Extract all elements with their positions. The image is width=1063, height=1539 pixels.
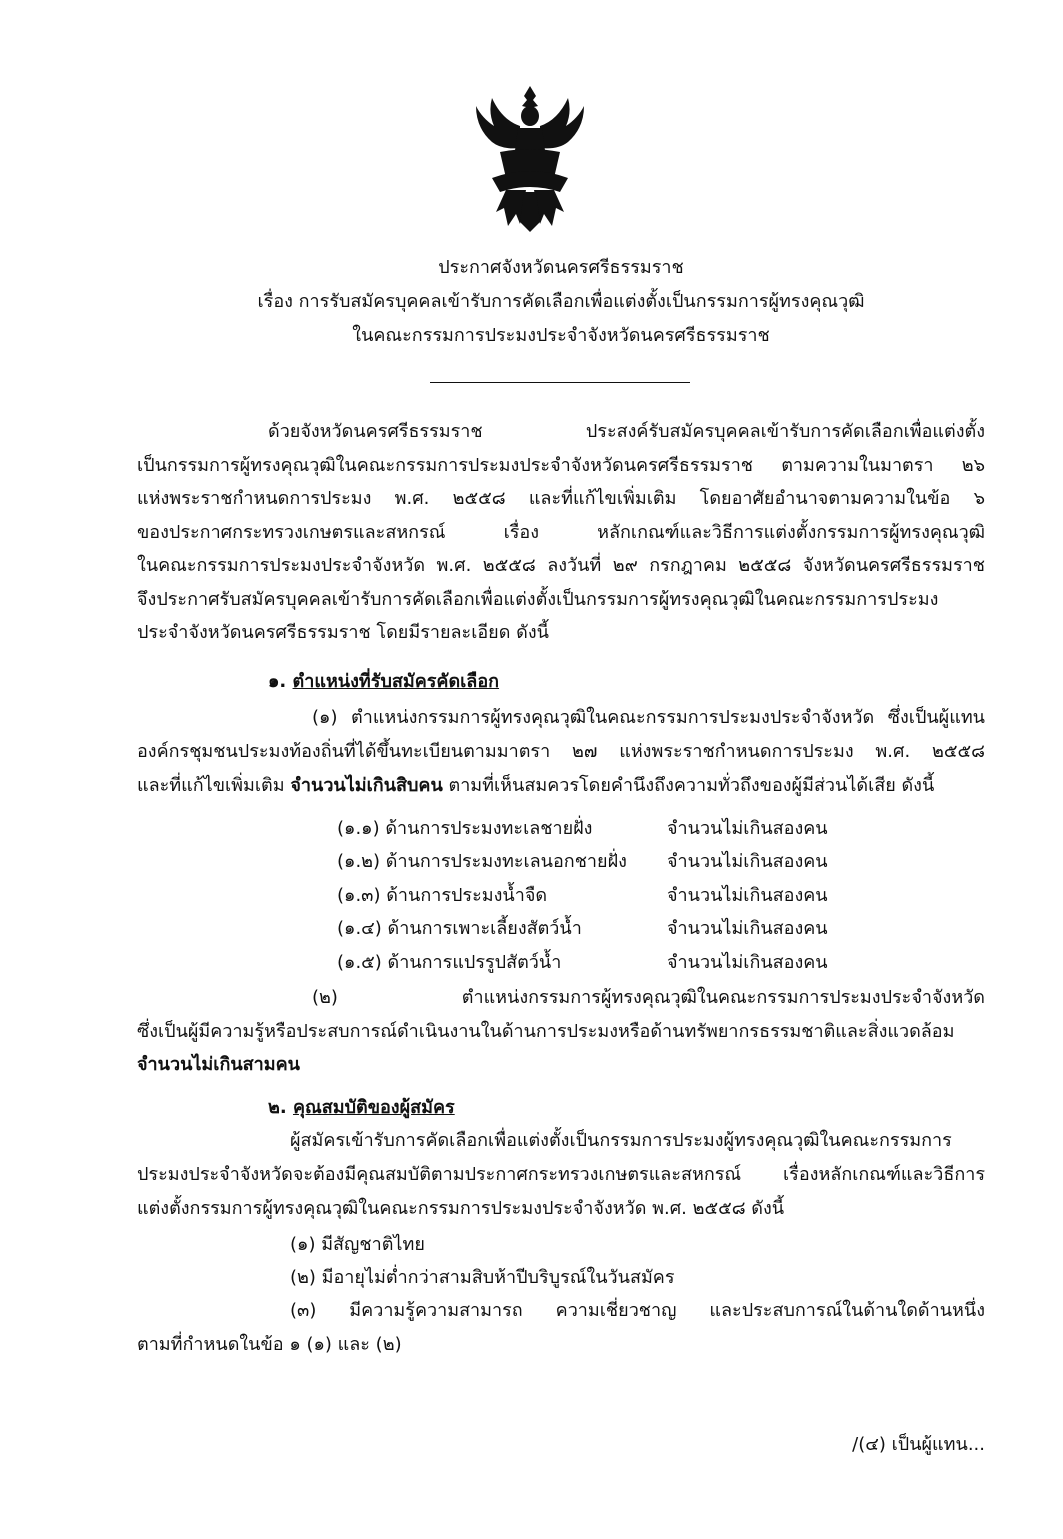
list-item	[337, 949, 937, 977]
list-item	[337, 882, 937, 910]
text: ตามที่เห็นสมควรโดยคำนึงถึงความทั่วถึงของผู้มีส่วนได้เสีย ดังนี้	[448, 775, 935, 796]
intro-line: แห่งพระราชกำหนดการประมง พ.ศ. ๒๕๕๘ และที่แก้ไขเพิ่มเติม โดยอาศัยอำนาจตามความในข้อ ๖	[137, 488, 985, 509]
bold-text: จำนวนไม่เกินสิบคน	[290, 775, 443, 796]
section-2-heading	[268, 1094, 1063, 1122]
section-title: คุณสมบัติของผู้สมัคร	[292, 1097, 455, 1118]
paragraph-line	[137, 772, 985, 800]
item-count: จำนวนไม่เกินสองคน	[667, 952, 828, 973]
item-count: จำนวนไม่เกินสองคน	[667, 918, 828, 939]
paragraph-line: ประมงประจำจังหวัดจะต้องมีคุณสมบัติตามประกาศกระทรวงเกษตรและสหกรณ์ เรื่องหลักเกณฑ์และวิธีการ	[137, 1164, 985, 1185]
qualification-item: ตามที่กำหนดในข้อ ๑ (๑) และ (๒)	[137, 1334, 402, 1355]
qualification-item: (๑) มีสัญชาติไทย	[290, 1234, 425, 1255]
title-divider	[430, 382, 690, 383]
section-title: ตำแหน่งที่รับสมัครคัดเลือก	[292, 671, 500, 692]
intro-line: ด้วยจังหวัดนครศรีธรรมราช ประสงค์รับสมัครบุคคลเข้ารับการคัดเลือกเพื่อแต่งตั้ง	[268, 421, 985, 442]
item-label: (๑.๑) ด้านการประมงทะเลชายฝั่ง	[337, 818, 593, 839]
intro-line: จึงประกาศรับสมัครบุคคลเข้ารับการคัดเลือกเพื่อแต่งตั้งเป็นกรรมการผู้ทรงคุณวุฒิในคณะกรรมการประมง	[137, 589, 939, 610]
intro-line: ประจำจังหวัดนครศรีธรรมราช โดยมีรายละเอียด ดังนี้	[137, 622, 549, 643]
document-subject-line-2: ในคณะกรรมการประมงประจำจังหวัดนครศรีธรรมราช	[352, 325, 770, 346]
intro-line: ของประกาศกระทรวงเกษตรและสหกรณ์ เรื่อง หลักเกณฑ์และวิธีการแต่งตั้งกรรมการผู้ทรงคุณวุฒิ	[137, 522, 985, 543]
list-item	[337, 848, 937, 876]
page-continuation: /(๔) เป็นผู้แทน...	[852, 1434, 985, 1455]
item-count: จำนวนไม่เกินสองคน	[667, 885, 828, 906]
section-number: ๒.	[268, 1097, 287, 1118]
text: และที่แก้ไขเพิ่มเติม	[137, 775, 285, 796]
item-label: (๑.๔) ด้านการเพาะเลี้ยงสัตว์น้ำ	[337, 918, 582, 939]
item-label: (๑.๒) ด้านการประมงทะเลนอกชายฝั่ง	[337, 851, 627, 872]
section-1-heading	[268, 668, 1063, 696]
paragraph-line: แต่งตั้งกรรมการผู้ทรงคุณวุฒิในคณะกรรมการประมงประจำจังหวัด พ.ศ. ๒๕๕๘ ดังนี้	[137, 1198, 785, 1219]
intro-line: ในคณะกรรมการประมงประจำจังหวัด พ.ศ. ๒๕๕๘ ลงวันที่ ๒๙ กรกฎาคม ๒๕๕๘ จังหวัดนครศรีธรรมราช	[137, 555, 985, 576]
qualification-item: (๒) มีอายุไม่ต่ำกว่าสามสิบห้าปีบริบูรณ์ในวันสมัคร	[290, 1267, 675, 1288]
section-number: ๑.	[268, 671, 287, 692]
item-label: (๑.๓) ด้านการประมงน้ำจืด	[337, 885, 548, 906]
garuda-emblem-icon	[470, 82, 590, 238]
paragraph-line: องค์กรชุมชนประมงท้องถิ่นที่ได้ขึ้นทะเบียนตามมาตรา ๒๗ แห่งพระราชกำหนดการประมง พ.ศ. ๒๕๕๘	[137, 741, 985, 762]
list-item	[337, 915, 937, 943]
item-label: (๑.๕) ด้านการแปรรูปสัตว์น้ำ	[337, 952, 562, 973]
intro-line: เป็นกรรมการผู้ทรงคุณวุฒิในคณะกรรมการประมงประจำจังหวัดนครศรีธรรมราช ตามความในมาตรา ๒๖	[137, 455, 985, 476]
qualification-item: (๓) มีความรู้ความสามารถ ความเชี่ยวชาญ และประสบการณ์ในด้านใดด้านหนึ่ง	[290, 1300, 985, 1321]
document-title: ประกาศจังหวัดนครศรีธรรมราช	[438, 257, 684, 278]
paragraph-line: (๒) ตำแหน่งกรรมการผู้ทรงคุณวุฒิในคณะกรรมการประมงประจำจังหวัด	[312, 987, 985, 1008]
list-item	[337, 815, 937, 843]
paragraph-line: ซึ่งเป็นผู้มีความรู้หรือประสบการณ์ดำเนินงานในด้านการประมงหรือด้านทรัพยากรธรรมชาติและสิ่งแวดล้อม	[137, 1021, 955, 1042]
item-count: จำนวนไม่เกินสองคน	[667, 818, 828, 839]
document-subject-line-1: เรื่อง การรับสมัครบุคคลเข้ารับการคัดเลือกเพื่อแต่งตั้งเป็นกรรมการผู้ทรงคุณวุฒิ	[257, 291, 865, 312]
paragraph-line: (๑) ตำแหน่งกรรมการผู้ทรงคุณวุฒิในคณะกรรมการประมงประจำจังหวัด ซึ่งเป็นผู้แทน	[312, 707, 985, 728]
item-count: จำนวนไม่เกินสองคน	[667, 851, 828, 872]
bold-text: จำนวนไม่เกินสามคน	[137, 1054, 300, 1075]
paragraph-line: ผู้สมัครเข้ารับการคัดเลือกเพื่อแต่งตั้งเป็นกรรมการประมงผู้ทรงคุณวุฒิในคณะกรรมการ	[290, 1130, 952, 1151]
